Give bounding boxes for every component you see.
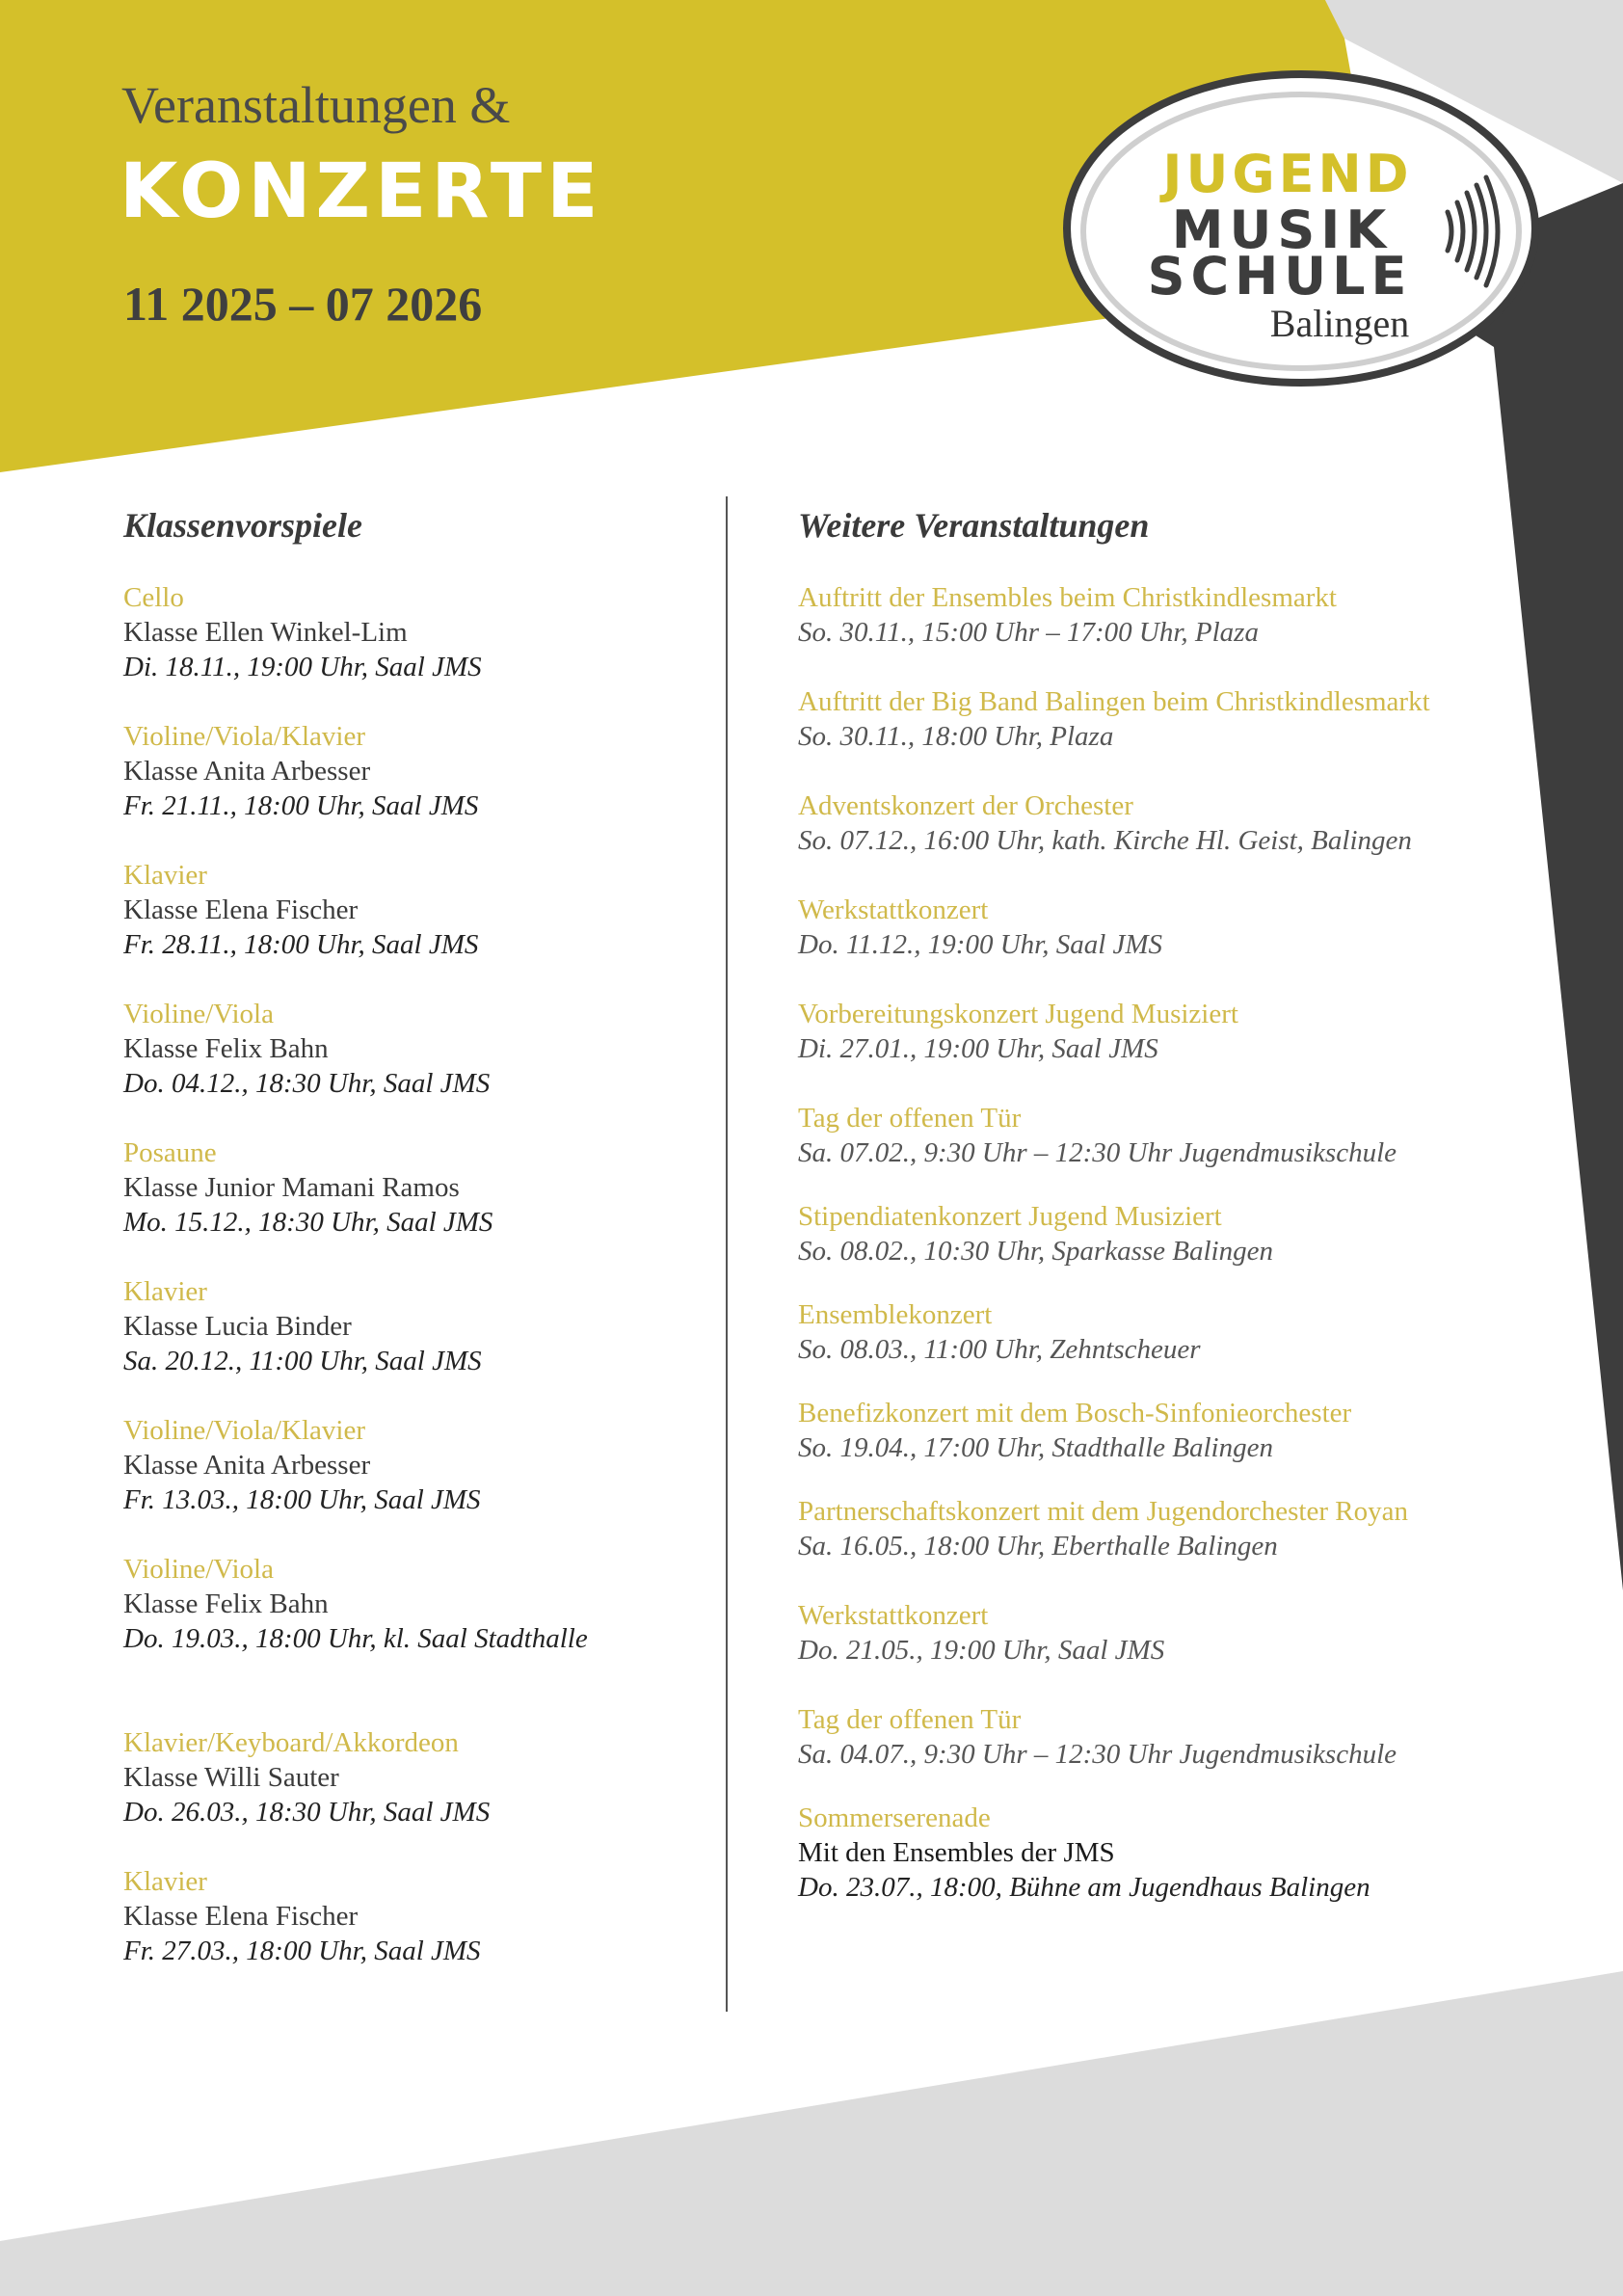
event-date: Di. 18.11., 19:00 Uhr, Saal JMS [123,652,482,682]
event-item [798,997,1623,1066]
event-item [798,1702,1623,1772]
event-date: Do. 26.03., 18:30 Uhr, Saal JMS [123,1797,491,1828]
event-date: Sa. 20.12., 11:00 Uhr, Saal JMS [123,1346,482,1376]
event-item [798,1297,1623,1367]
event-item [123,858,702,962]
further-events-column [798,503,1623,1905]
event-item [798,893,1623,962]
event-title: Vorbereitungskonzert Jugend Musiziert [798,999,1238,1029]
event-item [123,1725,702,1829]
event-item [798,1494,1623,1563]
event-date: Sa. 07.02., 9:30 Uhr – 12:30 Uhr Jugendmusikschule [798,1137,1397,1168]
event-instrument: Klavier [123,1866,207,1897]
event-instrument: Klavier/Keyboard/Akkordeon [123,1727,459,1758]
event-title: Ensemblekonzert [798,1299,993,1330]
event-teacher: Klasse Junior Mamani Ramos [123,1172,460,1203]
event-date: Fr. 27.03., 18:00 Uhr, Saal JMS [123,1936,481,1966]
event-item [798,684,1623,754]
event-teacher: Klasse Ellen Winkel-Lim [123,617,408,648]
bottom-grey-band [0,1971,1623,2296]
event-instrument: Cello [123,582,184,613]
event-date: Do. 11.12., 19:00 Uhr, Saal JMS [798,929,1163,960]
event-date: Do. 23.07., 18:00, Bühne am Jugendhaus Balingen [798,1872,1370,1903]
event-date: So. 19.04., 17:00 Uhr, Stadthalle Balingen [798,1432,1273,1463]
event-item [123,719,702,823]
event-title: Partnerschaftskonzert mit dem Jugendorchester Royan [798,1496,1408,1527]
event-date: Sa. 16.05., 18:00 Uhr, Eberthalle Balingen [798,1531,1278,1562]
event-item [798,1598,1623,1668]
event-item [798,1101,1623,1170]
event-instrument: Violine/Viola/Klavier [123,721,366,752]
event-item [123,997,702,1101]
event-title: Stipendiatenkonzert Jugend Musiziert [798,1201,1222,1232]
event-teacher: Klasse Elena Fischer [123,894,359,925]
event-date: So. 30.11., 18:00 Uhr, Plaza [798,721,1114,752]
event-item [798,1199,1623,1268]
class-recitals-heading: Klassenvorspiele [123,506,362,545]
event-date: So. 08.03., 11:00 Uhr, Zehntscheuer [798,1334,1201,1365]
event-date: Do. 19.03., 18:00 Uhr, kl. Saal Stadthalle [123,1623,588,1654]
event-item [123,1864,702,1968]
event-date: Mo. 15.12., 18:30 Uhr, Saal JMS [123,1207,493,1238]
event-instrument: Posaune [123,1137,217,1168]
header-kicker: Veranstaltungen & [121,76,511,134]
event-item [123,1413,702,1517]
event-instrument: Violine/Viola/Klavier [123,1415,366,1446]
event-date: Di. 27.01., 19:00 Uhr, Saal JMS [798,1033,1158,1064]
event-instrument: Klavier [123,1276,207,1307]
column-divider [726,496,728,2012]
event-item [123,1135,702,1240]
class-recitals-column [123,503,702,1968]
logo-text-jugend: JUGEND [1162,144,1413,204]
event-instrument: Violine/Viola [123,999,274,1029]
event-title: Auftritt der Big Band Balingen beim Christkindlesmarkt [798,686,1430,717]
logo-text-musik: MUSIK [1171,200,1393,260]
event-instrument: Violine/Viola [123,1554,274,1585]
event-date: So. 08.02., 10:30 Uhr, Sparkasse Balingen [798,1236,1273,1267]
event-date: Do. 04.12., 18:30 Uhr, Saal JMS [123,1068,491,1099]
event-teacher: Klasse Felix Bahn [123,1033,329,1064]
event-item [798,1396,1623,1465]
event-teacher: Klasse Willi Sauter [123,1762,339,1793]
event-date: Fr. 28.11., 18:00 Uhr, Saal JMS [123,929,479,960]
event-instrument: Klavier [123,860,207,891]
event-item [798,788,1623,858]
event-title: Adventskonzert der Orchester [798,790,1133,821]
event-date: So. 30.11., 15:00 Uhr – 17:00 Uhr, Plaza [798,617,1259,648]
logo-text-schule: SCHULE [1147,246,1413,307]
event-title: Sommerserenade [798,1802,991,1833]
event-title: Benefizkonzert mit dem Bosch-Sinfonieorchester [798,1398,1352,1428]
event-title: Tag der offenen Tür [798,1103,1022,1134]
further-events-heading: Weitere Veranstaltungen [798,506,1150,545]
logo-text-balingen: Balingen [1269,302,1410,345]
school-logo [1060,69,1542,387]
event-date: Fr. 13.03., 18:00 Uhr, Saal JMS [123,1484,481,1515]
event-date: Sa. 04.07., 9:30 Uhr – 12:30 Uhr Jugendmusikschule [798,1739,1397,1770]
event-teacher: Klasse Elena Fischer [123,1901,359,1932]
event-title: Auftritt der Ensembles beim Christkindlesmarkt [798,582,1337,613]
page-title: KONZERTE [120,148,603,235]
event-date: So. 07.12., 16:00 Uhr, kath. Kirche Hl. Geist, Balingen [798,825,1412,856]
event-item [123,1274,702,1378]
event-teacher: Klasse Felix Bahn [123,1589,329,1619]
event-item [798,1801,1623,1905]
event-teacher: Klasse Lucia Binder [123,1311,352,1342]
event-item [123,1552,702,1656]
event-date: Fr. 21.11., 18:00 Uhr, Saal JMS [123,790,479,821]
event-teacher: Klasse Anita Arbesser [123,756,371,787]
event-item [798,580,1623,650]
event-date: Do. 21.05., 19:00 Uhr, Saal JMS [798,1635,1165,1666]
event-title: Werkstattkonzert [798,1600,989,1631]
event-subtitle: Mit den Ensembles der JMS [798,1837,1115,1868]
event-item [123,580,702,684]
event-teacher: Klasse Anita Arbesser [123,1450,371,1481]
event-title: Werkstattkonzert [798,894,989,925]
header-period: 11 2025 – 07 2026 [123,277,483,331]
event-title: Tag der offenen Tür [798,1704,1022,1735]
